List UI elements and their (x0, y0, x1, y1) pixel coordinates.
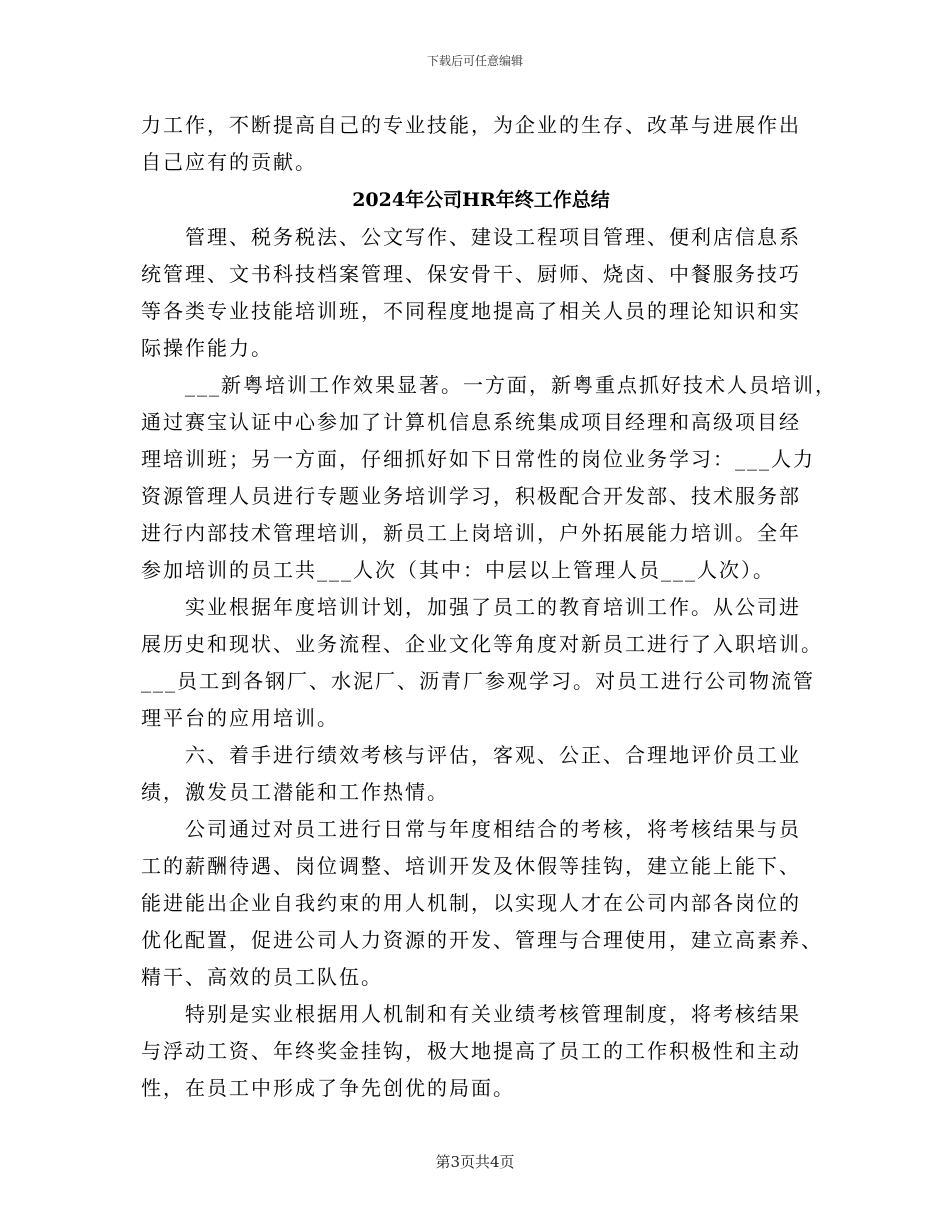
paragraph-line: ___新粤培训工作效果显著。一方面，新粤重点抓好技术人员培训， (141, 373, 837, 397)
paragraph-line: 精干、高效的员工队伍。 (141, 965, 383, 989)
paragraph-line: 通过赛宝认证中心参加了计算机信息系统集成项目经理和高级项目经 (141, 410, 801, 434)
paragraph-line: 六、着手进行绩效考核与评估，客观、公正、合理地评价员工业 (141, 743, 801, 767)
paragraph-line: 等各类专业技能培训班，不同程度地提高了相关人员的理论知识和实 (141, 299, 801, 323)
paragraph-line: ___员工到各钢厂、水泥厂、沥青厂参观学习。对员工进行公司物流管 (141, 669, 815, 693)
paragraph-line: 理平台的应用培训。 (141, 706, 339, 730)
paragraph-line: 进行内部技术管理培训，新员工上岗培训，户外拓展能力培训。全年 (141, 521, 801, 545)
paragraph-line: 实业根据年度培训计划，加强了员工的教育培训工作。从公司进 (141, 595, 801, 619)
paragraph-line: 性，在员工中形成了争先创优的局面。 (141, 1076, 515, 1100)
paragraph-line: 资源管理人员进行专题业务培训学习，积极配合开发部、技术服务部 (141, 484, 801, 508)
paragraph-line: 参加培训的员工共___人次（其中：中层以上管理人员___人次）。 (141, 558, 775, 582)
paragraph-line: 统管理、文书科技档案管理、保安骨干、厨师、烧卤、中餐服务技巧 (141, 262, 801, 286)
page-header: 下载后可任意编辑 (426, 54, 523, 68)
paragraph-line: 工的薪酬待遇、岗位调整、培训开发及休假等挂钩，建立能上能下、 (141, 854, 801, 878)
paragraph-line: 特别是实业根据用人机制和有关业绩考核管理制度，将考核结果 (141, 1002, 801, 1026)
paragraph-line: 公司通过对员工进行日常与年度相结合的考核，将考核结果与员 (141, 817, 801, 841)
page-number: 第3页共4页 (435, 1153, 515, 1171)
paragraph-line: 管理、税务税法、公文写作、建设工程项目管理、便利店信息系 (141, 225, 801, 249)
paragraph-line: 优化配置，促进公司人力资源的开发、管理与合理使用，建立高素养、 (141, 928, 823, 952)
paragraph-line: 理培训班；另一方面，仔细抓好如下日常性的岗位业务学习：___人力 (141, 447, 815, 471)
paragraph-line: 际操作能力。 (141, 336, 273, 360)
paragraph-line: 能进能出企业自我约束的用人机制，以实现人才在公司内部各岗位的 (141, 891, 801, 915)
paragraph-line: 自己应有的贡献。 (141, 150, 317, 174)
paragraph-line: 绩，激发员工潜能和工作热情。 (141, 780, 449, 804)
paragraph-line: 力工作，不断提高自己的专业技能，为企业的生存、改革与进展作出 (141, 113, 801, 137)
document-title: 2024年公司HR年终工作总结 (352, 189, 610, 211)
paragraph-line: 展历史和现状、业务流程、企业文化等角度对新员工进行了入职培训。 (141, 632, 823, 656)
paragraph-line: 与浮动工资、年终奖金挂钩，极大地提高了员工的工作积极性和主动 (141, 1039, 801, 1063)
